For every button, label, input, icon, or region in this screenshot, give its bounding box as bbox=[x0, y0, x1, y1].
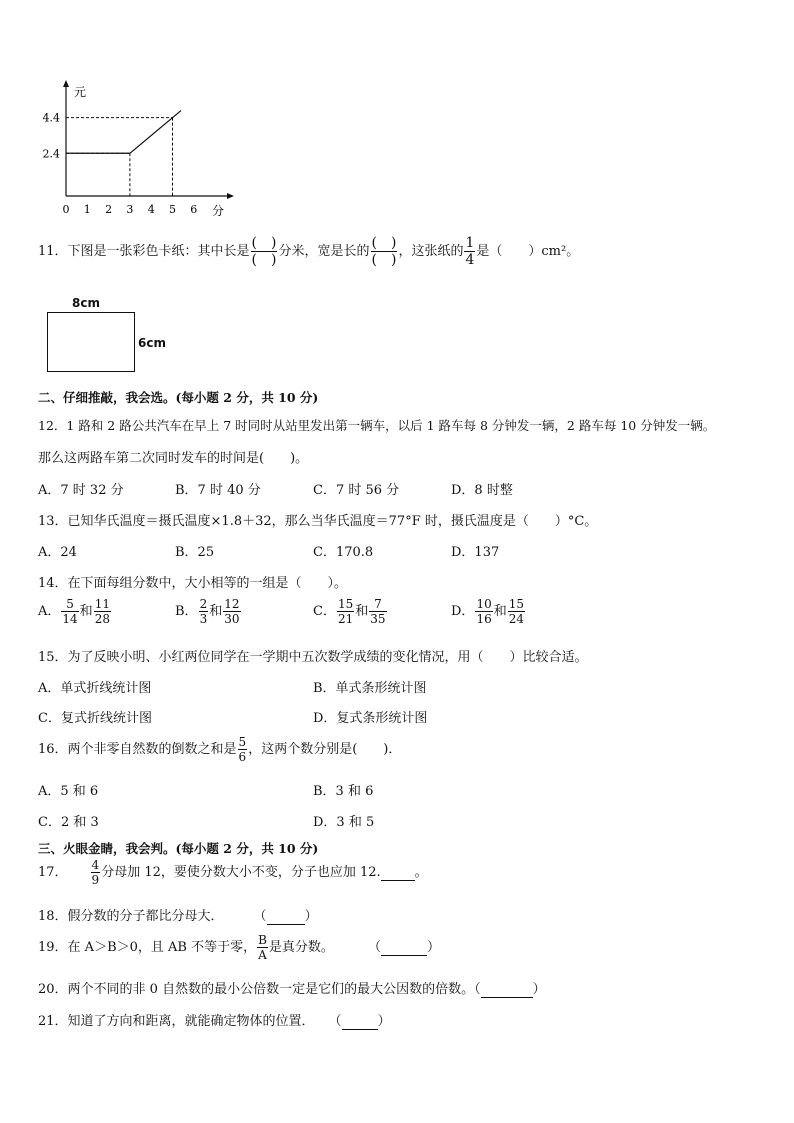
y-tick-label: 2.4 bbox=[42, 147, 60, 161]
q15-option-c[interactable]: C．复式折线统计图 bbox=[38, 711, 152, 726]
q11-quarter-fraction: $\frac{1}{4}$ bbox=[465, 235, 475, 268]
x-tick-label: 2 bbox=[105, 203, 113, 216]
q15-option-d[interactable]: D．复式条形统计图 bbox=[313, 711, 428, 726]
q11-text-b: 分米，宽是长的 bbox=[278, 244, 370, 259]
x-tick-label: 1 bbox=[83, 203, 91, 216]
q20-text: 20．两个不同的非 0 自然数的最小公倍数一定是它们的最大公因数的倍数。（ ） bbox=[38, 982, 546, 997]
q21-text: 21．知道了方向和距离，就能确定物体的位置． （ ） bbox=[38, 1014, 391, 1029]
x-tick-label: 0 bbox=[62, 203, 70, 216]
chart-series bbox=[66, 111, 181, 154]
q21-answer-blank[interactable] bbox=[342, 1014, 378, 1030]
y-axis-label: 元 bbox=[74, 85, 87, 99]
x-tick-label: 4 bbox=[147, 203, 155, 216]
q12-option-c[interactable]: C．7 时 56 分 bbox=[313, 483, 400, 498]
q15-option-b[interactable]: B．单式条形统计图 bbox=[313, 681, 427, 696]
q12-option-d[interactable]: D．8 时整 bbox=[451, 483, 513, 498]
q13-option-d[interactable]: D．137 bbox=[451, 545, 500, 560]
q15-option-a[interactable]: A．单式折线统计图 bbox=[38, 681, 152, 696]
chart-guides bbox=[66, 118, 173, 196]
q16-option-b[interactable]: B．3 和 6 bbox=[313, 784, 374, 799]
q14-option-c[interactable]: C． $\frac{15}{21}$ 和 $\frac{7}{35}$ bbox=[313, 597, 386, 626]
q18-answer-blank[interactable] bbox=[267, 909, 305, 925]
chart-axes bbox=[63, 80, 234, 199]
card-rectangle bbox=[47, 312, 135, 372]
q12-option-a[interactable]: A．7 时 32 分 bbox=[38, 483, 124, 498]
x-tick-label: 6 bbox=[190, 203, 198, 216]
q11-text-d: 是（ ）cm²。 bbox=[476, 244, 580, 259]
series-line bbox=[66, 111, 181, 154]
question-11 bbox=[38, 229, 579, 275]
x-tick-label: 3 bbox=[126, 203, 134, 216]
q12-line-2: 那么这两路车第二次同时发车的时间是( )。 bbox=[38, 451, 309, 466]
x-axis-arrow bbox=[227, 193, 234, 199]
y-tick-label: 4.4 bbox=[42, 111, 60, 125]
section-2-heading: 二、仔细推敲，我会选。(每小题 2 分，共 10 分) bbox=[38, 390, 319, 405]
q13-option-b[interactable]: B．25 bbox=[175, 545, 215, 560]
q14-option-a[interactable]: A． $\frac{5}{14}$ 和 $\frac{11}{28}$ bbox=[38, 597, 110, 626]
q16-option-d[interactable]: D．3 和 5 bbox=[313, 815, 375, 830]
q11-text-a: 11．下图是一张彩色卡纸：其中长是 bbox=[38, 244, 250, 259]
x-axis-label: 分 bbox=[212, 204, 225, 218]
q11-text-c: ，这张纸的 bbox=[398, 244, 464, 259]
q14-text: 14．在下面每组分数中，大小相等的一组是（ ）。 bbox=[38, 576, 348, 591]
y-axis-arrow bbox=[63, 80, 69, 87]
q16-option-a[interactable]: A．5 和 6 bbox=[38, 784, 99, 799]
q19-text: 19．在 A＞B＞0，且 AB 不等于零， $\frac{B}{A}$ 是真分数。 （ ） bbox=[38, 933, 440, 962]
section-3-heading: 三、火眼金睛，我会判。(每小题 2 分，共 10 分) bbox=[38, 841, 319, 856]
q15-text: 15．为了反映小明、小红两位同学在一学期中五次数学成绩的变化情况，用（ ）比较合适。 bbox=[38, 650, 588, 665]
rect-height-label: 6cm bbox=[138, 336, 166, 350]
q14-option-d[interactable]: D． $\frac{10}{16}$ 和 $\frac{15}{24}$ bbox=[451, 597, 525, 626]
q17-text: 17． $\frac{4}{9}$ 分母加 12，要使分数大小不变，分子也应加 12. 。 bbox=[38, 858, 428, 887]
q11-width-fraction-blank[interactable]: $\frac{( )}{( )}$ bbox=[371, 235, 397, 268]
q12-option-b[interactable]: B．7 时 40 分 bbox=[175, 483, 261, 498]
q16-text: 16．两个非零自然数的倒数之和是 $\frac{5}{6}$ ，这两个数分别是( )． bbox=[38, 735, 402, 764]
q17-answer-blank[interactable] bbox=[381, 865, 415, 881]
q13-text: 13．已知华氏温度＝摄氏温度×1.8＋32，那么当华氏温度＝77°F 时，摄氏温度是（ ）°C。 bbox=[38, 514, 598, 529]
rect-width-label: 8cm bbox=[72, 296, 100, 310]
q11-length-fraction-blank[interactable]: $\frac{( )}{( )}$ bbox=[251, 235, 277, 268]
q14-option-b[interactable]: B． $\frac{2}{3}$ 和 $\frac{12}{30}$ bbox=[175, 597, 240, 626]
q19-answer-blank[interactable] bbox=[381, 940, 427, 956]
q13-option-a[interactable]: A．24 bbox=[38, 545, 77, 560]
x-tick-label: 5 bbox=[169, 203, 176, 216]
q13-option-c[interactable]: C．170.8 bbox=[313, 545, 374, 560]
q16-option-c[interactable]: C．2 和 3 bbox=[38, 815, 99, 830]
q12-line-1: 12．1 路和 2 路公共汽车在早上 7 时同时从站里发出第一辆车，以后 1 路车每 8 分钟发一辆，2 路车每 10 分钟发一辆。 bbox=[38, 418, 716, 433]
price-line-chart bbox=[30, 76, 240, 222]
q20-answer-blank[interactable] bbox=[481, 982, 533, 998]
q18-text: 18．假分数的分子都比分母大． （ ） bbox=[38, 909, 318, 924]
